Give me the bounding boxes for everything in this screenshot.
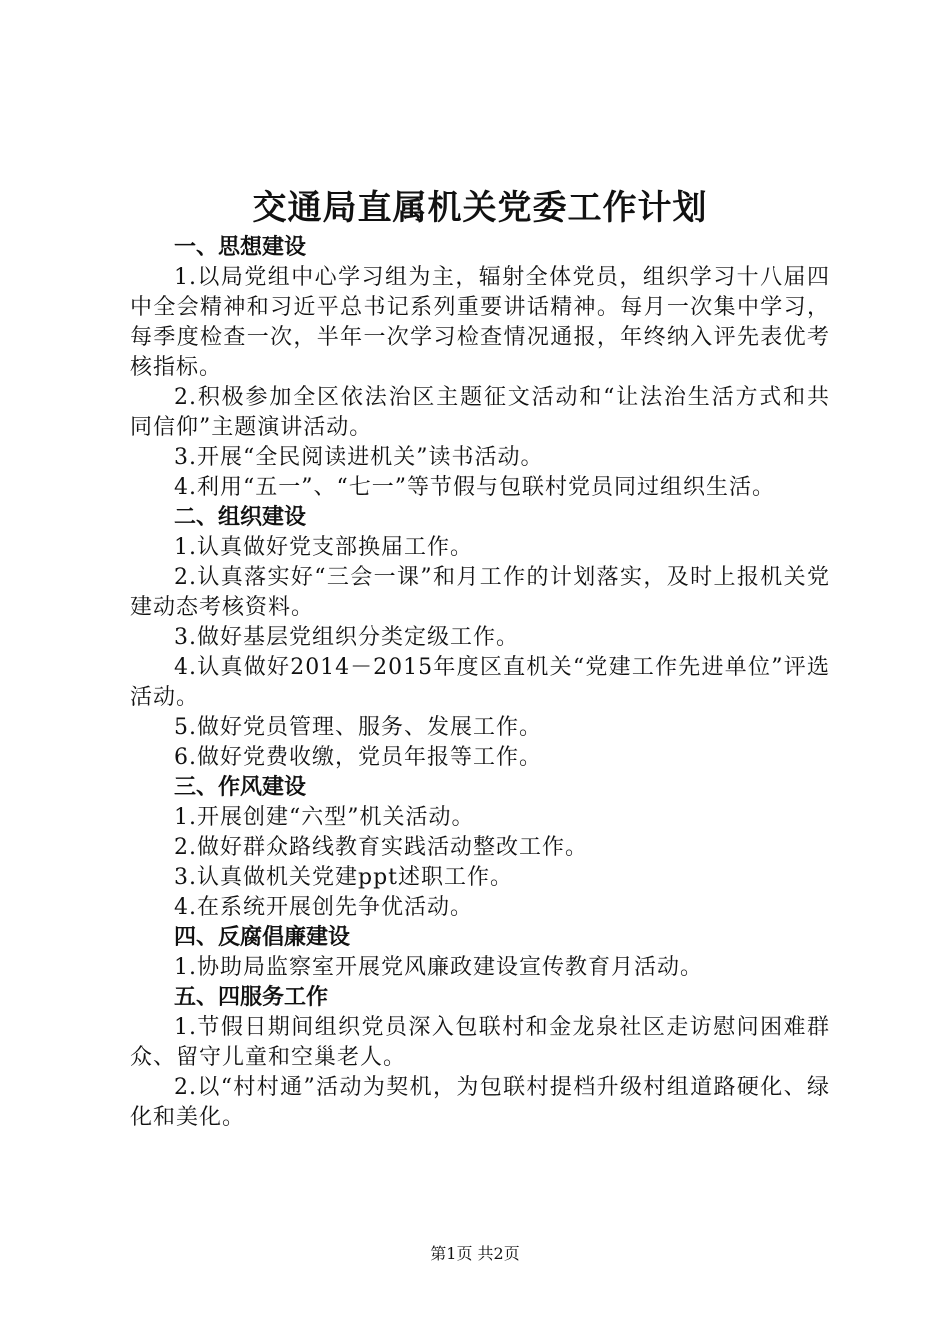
paragraph: 1.协助局监察室开展党风廉政建设宣传教育月活动。 <box>174 955 703 980</box>
paragraph: 3.认真做机关党建ppt述职工作。 <box>174 865 513 890</box>
section-heading: 三、作风建设 <box>174 775 307 800</box>
paragraph: 3.做好基层党组织分类定级工作。 <box>174 625 519 650</box>
section-heading: 五、四服务工作 <box>174 985 329 1010</box>
paragraph: 1.以局党组中心学习组为主，辐射全体党员，组织学习十八届四中全会精神和习近平总书记系列重要讲话精神。每月一次集中学习，每季度检查一次，半年一次学习检查情况通报，年终纳入评先表优考核指标。 <box>130 265 830 380</box>
page-footer <box>0 1243 950 1265</box>
document-title: 交通局直属机关党委工作计划 <box>252 188 708 228</box>
section-four-services <box>130 983 830 1133</box>
document-body <box>130 185 830 1133</box>
section-ideology <box>130 233 830 503</box>
paragraph: 2.认真落实好“三会一课”和月工作的计划落实，及时上报机关党建动态考核资料。 <box>130 565 830 620</box>
paragraph: 1.开展创建“六型”机关活动。 <box>174 805 475 830</box>
paragraph: 1.认真做好党支部换届工作。 <box>174 535 473 560</box>
section-heading: 四、反腐倡廉建设 <box>174 925 351 950</box>
paragraph: 5.做好党员管理、服务、发展工作。 <box>174 715 542 740</box>
paragraph: 1.节假日期间组织党员深入包联村和金龙泉社区走访慰问困难群众、留守儿童和空巢老人。 <box>130 1015 830 1070</box>
paragraph: 2.以“村村通”活动为契机，为包联村提档升级村组道路硬化、绿化和美化。 <box>130 1075 830 1130</box>
paragraph: 2.积极参加全区依法治区主题征文活动和“让法治生活方式和共同信仰”主题演讲活动。 <box>130 385 830 440</box>
paragraph: 4.认真做好2014－2015年度区直机关“党建工作先进单位”评选活动。 <box>130 655 830 710</box>
section-organization <box>130 503 830 773</box>
section-heading: 一、思想建设 <box>174 235 307 260</box>
section-work-style <box>130 773 830 923</box>
section-anti-corruption <box>130 923 830 983</box>
paragraph: 2.做好群众路线教育实践活动整改工作。 <box>174 835 588 860</box>
paragraph: 6.做好党费收缴，党员年报等工作。 <box>174 745 542 770</box>
paragraph: 4.在系统开展创先争优活动。 <box>174 895 473 920</box>
paragraph: 3.开展“全民阅读进机关”读书活动。 <box>174 445 544 470</box>
section-heading: 二、组织建设 <box>174 505 307 530</box>
page-indicator: 第1页 共2页 <box>430 1244 520 1263</box>
paragraph: 4.利用“五一”、“七一”等节假与包联村党员同过组织生活。 <box>174 475 775 500</box>
